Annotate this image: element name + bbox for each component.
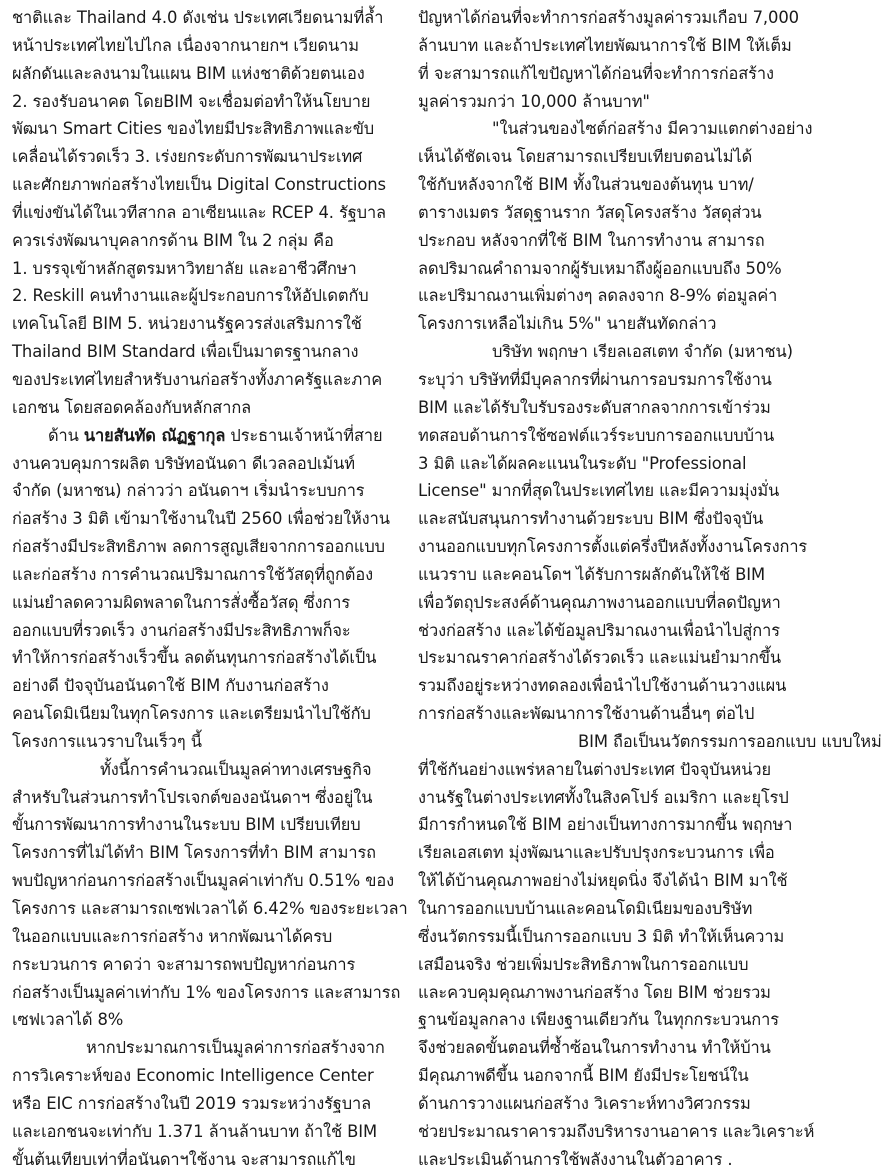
text-line: ที่ใช้กันอย่างแพร่หลายในต่างประเทศ ปัจจุบันหน่วย [418, 759, 771, 779]
text-line: ที่ จะสามารถแก้ไขปัญหาได้ก่อนที่จะทำการก่อสร้าง [418, 63, 774, 83]
text-line: การวิเคราะห์ของ Economic Intelligence Center [12, 1066, 374, 1086]
text-line: แนวราบ และคอนโดฯ ได้รับการผลักดันให้ใช้ BIM [418, 564, 765, 584]
text-line: Thailand BIM Standard เพื่อเป็นมาตรฐานกลาง [12, 342, 359, 362]
text-line: สำหรับในส่วนการทำโปรเจกต์ของอนันดาฯ ซึ่งอยู่ใน [12, 787, 373, 807]
text-line: ลดปริมาณคำถามจากผู้รับเหมาถึงผู้ออกแบบถึง 50% [418, 258, 782, 278]
text-line: ตารางเมตร วัสดุฐานราก วัสดุโครงสร้าง วัสดุส่วน [418, 202, 762, 222]
text-line: ช่วยประมาณราคารวมถึงบริหารงานอาคาร และวิเคราะห์ [418, 1121, 815, 1141]
text-line: BIM ถือเป็นนวัตกรรมการออกแบบ แบบใหม่ [578, 731, 882, 751]
text-line: ทำให้การก่อสร้างเร็วขึ้น ลดต้นทุนการก่อสร้างได้เป็น [12, 648, 377, 668]
text-line: 1. บรรจุเข้าหลักสูตรมหาวิทยาลัย และอาชีวศึกษา [12, 258, 357, 278]
text-line: เซฟเวลาได้ 8% [12, 1010, 124, 1030]
text-line: 2. รองรับอนาคต โดยBIM จะเชื่อมต่อทำให้นโยบาย [12, 91, 371, 111]
text-line: เห็นได้ชัดเจน โดยสามารถเปรียบเทียบตอนไม่ได้ [418, 147, 753, 167]
text-line: หรือ EIC การก่อสร้างในปี 2019 รวมระหว่างรัฐบาล [12, 1093, 372, 1113]
text-line: "ในส่วนของไซต์ก่อสร้าง มีความแตกต่างอย่าง [492, 119, 813, 139]
text-line: ประกอบ หลังจากที่ใช้ BIM ในการทำงาน สามารถ [418, 230, 765, 250]
text-line: โครงการเหลือไม่เกิน 5%" นายสันทัดกล่าว [418, 314, 717, 334]
text-line: ใช้กับหลังจากใช้ BIM ทั้งในส่วนของต้นทุน บาท/ [418, 175, 754, 195]
text-line: ก่อสร้าง 3 มิติ เข้ามาใช้งานในปี 2560 เพื่อช่วยให้งาน [12, 509, 390, 529]
text-line: ขั้นต้นเทียบเท่าที่อนันดาฯใช้งาน จะสามารถแก้ไข [12, 1149, 356, 1169]
text-line: คอนโดมิเนียมในทุกโครงการ และเตรียมนำไปใช้กับ [12, 704, 371, 724]
text-line: ประมาณราคาก่อสร้างได้รวดเร็ว และแม่นยำมากขึ้น [418, 648, 781, 668]
text-line: License" มากที่สุดในประเทศไทย และมีความมุ่งมั่น [418, 481, 780, 501]
text-line: พบปัญหาก่อนการก่อสร้างเป็นมูลค่าเท่ากับ 0.51% ของ [12, 871, 394, 891]
text-line: อย่างดี ปัจจุบันอนันดาใช้ BIM กับงานก่อสร้าง [12, 676, 329, 696]
text-line: และก่อสร้าง การคำนวณปริมาณการใช้วัสดุที่ถูกต้อง [12, 564, 373, 584]
right-column [418, 4, 882, 1173]
text-line: และศักยภาพก่อสร้างไทยเป็น Digital Constructions [12, 175, 386, 195]
text-line: ในออกแบบและการก่อสร้าง หากพัฒนาได้ครบ [12, 926, 333, 946]
text-line: ผลักดันและลงนามในแผน BIM แห่งชาติด้วยตนเอง [12, 63, 365, 83]
text-line: มีคุณภาพดีขึ้น นอกจากนี้ BIM ยังมีประโยชน์ใน [418, 1066, 749, 1086]
text-line: เอกชน โดยสอดคล้องกับหลักสากล [12, 397, 252, 417]
text-line: โครงการแนวราบในเร็วๆ นี้ [12, 731, 202, 751]
text-line: กระบวนการ คาดว่า จะสามารถพบปัญหาก่อนการ [12, 954, 356, 974]
text-line: ควรเร่งพัฒนาบุคลากรด้าน BIM ใน 2 กลุ่ม คือ [12, 230, 334, 250]
text-line: รวมถึงอยู่ระหว่างทดลองเพื่อนำไปใช้งานด้านวางแผน [418, 676, 787, 696]
text-line: จึงช่วยลดขั้นตอนที่ซ้ำซ้อนในการทำงาน ทำให้บ้าน [418, 1038, 771, 1058]
text-line: การก่อสร้างและพัฒนาการใช้งานด้านอื่นๆ ต่อไป [418, 704, 755, 724]
text-segment: ด้าน [48, 425, 84, 445]
text-line: โครงการ และสามารถเซฟเวลาได้ 6.42% ของระยะเวลา [12, 899, 408, 918]
text-line: ช่วงก่อสร้าง และได้ข้อมูลปริมาณงานเพื่อนำไปสู่การ [418, 620, 780, 640]
text-line: บริษัท พฤกษา เรียลเอสเตท จำกัด (มหาชน) [492, 342, 793, 362]
text-line: เรียลเอสเตท มุ่งพัฒนาและปรับปรุงกระบวนการ เพื่อ [418, 843, 775, 863]
text-line: ซึ่งนวัตกรรมนี้เป็นการออกแบบ 3 มิติ ทำให้เห็นความ [418, 926, 785, 946]
text-line: ทดสอบด้านการใช้ซอฟต์แวร์ระบบการออกแบบบ้าน [418, 425, 775, 445]
text-line: และประเมินด้านการใช้พลังงานในตัวอาคาร . [418, 1149, 733, 1169]
text-line: ล้านบาท และถ้าประเทศไทยพัฒนาการใช้ BIM ให้เต็ม [418, 35, 792, 55]
text-line: งานควบคุมการผลิต บริษัทอนันดา ดีเวลลอปเม้นท์ [12, 453, 355, 473]
text-line: งานรัฐในต่างประเทศทั้งในสิงคโปร์ อเมริกา และยุโรป [418, 787, 789, 807]
text-line: โครงการที่ไม่ได้ทำ BIM โครงการที่ทำ BIM สามารถ [12, 843, 376, 863]
text-line: และปริมาณงานเพิ่มต่างๆ ลดลงจาก 8-9% ต่อมูลค่า [418, 286, 778, 306]
text-line: งานออกแบบทุกโครงการตั้งแต่ครึ่งปีหลังทั้งงานโครงการ [418, 537, 808, 557]
text-line: และสนับสนุนการทำงานด้วยระบบ BIM ซึ่งปัจจุบัน [418, 509, 764, 529]
text-line: ชาติและ Thailand 4.0 ดังเช่น ประเทศเวียดนามที่ล้ำ [12, 8, 384, 27]
text-line: 2. Reskill คนทำงานและผู้ประกอบการให้อัปเดตกับ [12, 286, 369, 306]
text-line: และเอกชนจะเท่ากับ 1.371 ล้านล้านบาท ถ้าใช้ BIM [12, 1121, 378, 1141]
text-line: ในการออกแบบบ้านและคอนโดมิเนียมของบริษัท [418, 899, 753, 918]
text-line: มีการกำหนดใช้ BIM อย่างเป็นทางการมากขึ้น พฤกษา [418, 815, 793, 835]
text-line: ขั้นการพัฒนาการทำงานในระบบ BIM เปรียบเทียบ [12, 815, 361, 835]
text-line: ออกแบบที่รวดเร็ว งานก่อสร้างมีประสิทธิภาพก็จะ [12, 620, 351, 640]
text-line: หากประมาณการเป็นมูลค่าการก่อสร้างจาก [86, 1038, 385, 1058]
text-line: ระบุว่า บริษัทที่มีบุคลากรที่ผ่านการอบรมการใช้งาน [418, 369, 772, 389]
text-line: ก่อสร้างเป็นมูลค่าเท่ากับ 1% ของโครงการ และสามารถ [12, 982, 401, 1002]
text-line: แม่นยำลดความผิดพลาดในการสั่งซื้อวัสดุ ซึ่งการ [12, 592, 351, 612]
text-segment: ประธานเจ้าหน้าที่สาย [225, 425, 383, 445]
text-line: พัฒนา Smart Cities ของไทยมีประสิทธิภาพและขับ [12, 119, 375, 139]
text-line: ด้านการวางแผนก่อสร้าง วิเคราะห์ทางวิศวกรรม [418, 1093, 751, 1113]
text-line: มูลค่ารวมกว่า 10,000 ล้านบาท" [418, 91, 650, 111]
text-line: BIM และได้รับใบรับรองระดับสากลจากการเข้าร่วม [418, 397, 771, 417]
text-line: เทคโนโลยี BIM 5. หน่วยงานรัฐควรส่งเสริมการใช้ [12, 314, 362, 334]
text-line: หน้าประเทศไทยไปไกล เนื่องจากนายกฯ เวียดนาม [12, 35, 359, 55]
left-column [12, 4, 408, 1173]
text-line: ก่อสร้างมีประสิทธิภาพ ลดการสูญเสียจากการออกแบบ [12, 537, 385, 557]
text-line: และควบคุมคุณภาพงานก่อสร้าง โดย BIM ช่วยรวม [418, 982, 771, 1002]
text-line: เสมือนจริง ช่วยเพิ่มประสิทธิภาพในการออกแบบ [418, 954, 749, 974]
text-line: เพื่อวัตถุประสงค์ด้านคุณภาพงานออกแบบที่ลดปัญหา [418, 592, 781, 612]
text-line [12, 422, 396, 450]
text-line: ปัญหาได้ก่อนที่จะทำการก่อสร้างมูลค่ารวมเกือบ 7,000 [418, 8, 800, 27]
text-line: ที่แข่งขันได้ในเวทีสากล อาเซียนและ RCEP 4. รัฐบาล [12, 202, 386, 222]
text-line: ทั้งนี้การคำนวณเป็นมูลค่าทางเศรษฐกิจ [100, 759, 372, 779]
text-line: จำกัด (มหาชน) กล่าวว่า อนันดาฯ เริ่มนำระบบการ [12, 481, 365, 501]
text-line: ให้ได้บ้านคุณภาพอย่างไม่หยุดนิ่ง จึงได้นำ BIM มาใช้ [418, 871, 788, 891]
text-line: เคลื่อนได้รวดเร็ว 3. เร่งยกระดับการพัฒนาประเทศ [12, 147, 363, 167]
text-line: ฐานข้อมูลกลาง เพียงฐานเดียวกัน ในทุกกระบวนการ [418, 1010, 779, 1030]
text-line: 3 มิติ และได้ผลคะแนนในระดับ "Professional [418, 453, 747, 473]
text-line: ของประเทศไทยสำหรับงานก่อสร้างทั้งภาครัฐและภาค [12, 369, 383, 389]
person-name: นายสันทัด ณัฏฐากุล [83, 425, 226, 445]
